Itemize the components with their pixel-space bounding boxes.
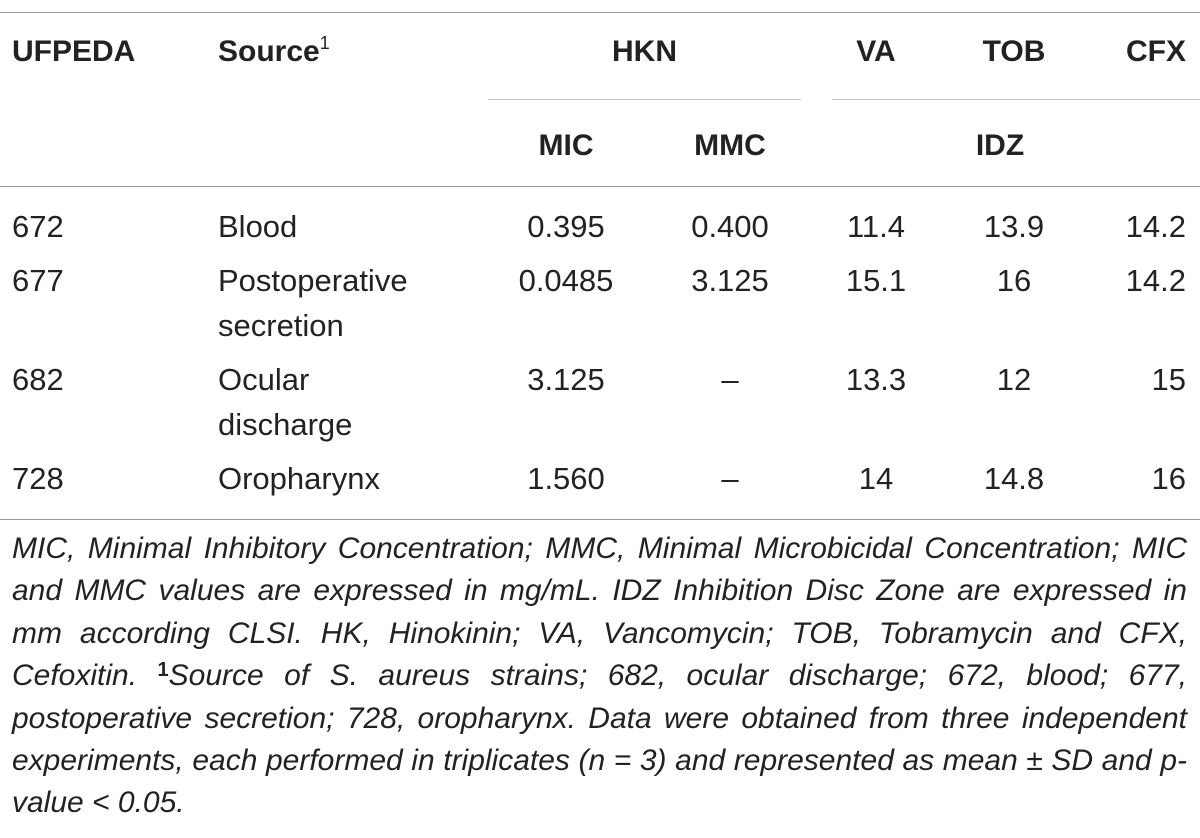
cell-cfx: 14.2 [1125,263,1186,298]
cell-source: Oropharynx [218,461,380,496]
cell-ufpeda: 677 [12,263,64,298]
header-tob: TOB [982,35,1046,68]
cell-mmc: 0.400 [691,209,769,244]
cell-mic: 3.125 [527,362,605,397]
cell-ufpeda: 728 [12,461,64,496]
cell-va: 11.4 [846,209,906,244]
header-cfx: CFX [1126,35,1186,68]
cell-tob: 16 [996,263,1032,298]
hkn-group-rule [488,99,801,100]
cell-va: 14 [858,461,894,496]
cell-source-line2: secretion [218,308,344,343]
header-hkn: HKN [612,35,677,68]
cell-tob: 14.8 [983,461,1045,496]
table-bottom-rule [0,519,1200,520]
footnote-mark: 1 [157,659,169,682]
cell-tob: 13.9 [983,209,1045,244]
cell-mic: 1.560 [527,461,605,496]
footnote-source-note: Source of S. aureus strains; 682, ocular discharge; 672, blood; 677, postoperative secretion; 728, oropharynx. Data were obtained from three independent experiments, each performed in triplicates (n = 3) and represented as mean ± SD and p-value < 0.05. [12,659,1187,820]
cell-mmc: 3.125 [691,263,769,298]
header-mic: MIC [538,129,594,162]
header-bottom-rule [0,186,1200,187]
cell-va: 15.1 [845,263,907,298]
cell-ufpeda: 682 [12,362,64,397]
cell-cfx: 16 [1151,461,1186,496]
header-source-footnote-mark: 1 [319,33,330,53]
header-va: VA [856,35,896,68]
header-source-label: Source [218,35,320,68]
cell-mmc: – [721,461,739,496]
cell-mmc: – [721,362,739,397]
cell-mic: 0.0485 [518,263,614,298]
cell-tob: 12 [996,362,1032,397]
cell-source-line2: discharge [218,407,353,442]
header-mmc: MMC [694,129,766,162]
cell-cfx: 14.2 [1125,209,1186,244]
cell-mic: 0.395 [527,209,605,244]
cell-source: Blood [218,209,298,244]
header-idz: IDZ [975,129,1025,162]
cell-cfx: 15 [1151,362,1186,397]
cell-source: Postoperative [218,263,408,298]
idz-group-rule [832,99,1200,100]
table-top-rule [0,12,1200,13]
cell-source: Ocular [218,362,310,397]
header-source [218,30,330,74]
table-footnote [12,528,1187,825]
header-ufpeda: UFPEDA [12,35,136,68]
footnote-abbreviations: MIC, Minimal Inhibitory Concentration; MMC, Minimal Microbicidal Concentration; MIC and MMC values are expressed in mg/mL. IDZ Inhibition Disc Zone are expressed in mm according CLSI. HK, Hinokinin; VA, Vancomycin; TOB, Tobramycin and CFX, Cefoxitin. [12,532,1187,693]
cell-ufpeda: 672 [12,209,64,244]
cell-va: 13.3 [845,362,907,397]
